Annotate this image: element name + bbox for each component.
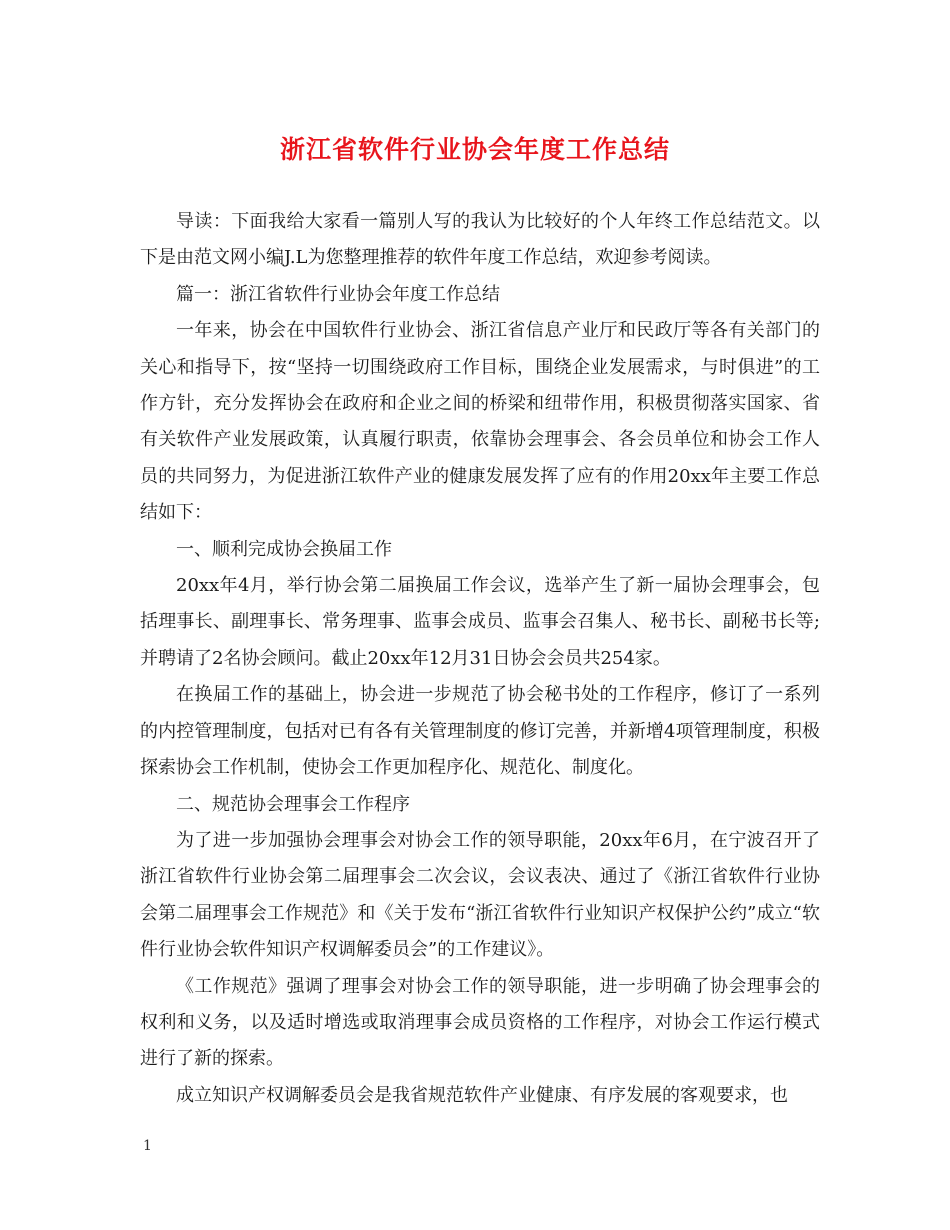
- paragraph-mediation: 成立知识产权调解委员会是我省规范软件产业健康、有序发展的客观要求，也: [176, 1084, 788, 1106]
- paragraph-work-norms: 《工作规范》强调了理事会对协会工作的领导职能，进一步明确了协会理事会的权利和义务，以及适时增选或取消理事会成员资格的工作程序，对协会工作运行模式进行了新的探索。: [140, 975, 820, 1070]
- paragraph-overview: 一年来，协会在中国软件行业协会、浙江省信息产业厅和民政厅等各有关部门的关心和指导下，按“坚持一切围绕政府工作目标，围绕企业发展需求，与时俱进”的工作方针，充分发挥协会在政府和企业之间的桥梁和纽带作用，积极贯彻落实国家、省有关软件产业发展政策，认真履行职责，依靠协会理事会、各会员单位和协会工作人员的共同努力，为促进浙江软件产业的健康发展发挥了应有的作用20xx年主要工作总结如下：: [140, 320, 820, 524]
- paragraph-chapter-heading: 篇一：浙江省软件行业协会年度工作总结: [176, 283, 500, 305]
- paragraph-regulation: 在换届工作的基础上，协会进一步规范了协会秘书处的工作程序，修订了一系列的内控管理制度，包括对已有各有关管理制度的修订完善，并新增4项管理制度，积极探索协会工作机制，使协会工作更加程序化、规范化、制度化。: [140, 684, 820, 779]
- document-title: 浙江省软件行业协会年度工作总结: [279, 135, 670, 164]
- paragraph-council-meeting: 为了进一步加强协会理事会对协会工作的领导职能，20xx年6月，在宁波召开了浙江省软件行业协会第二届理事会二次会议，会议表决、通过了《浙江省软件行业协会第二届理事会工作规范》和《关于发布“浙江省软件行业知识产权保护公约”成立“软件行业协会软件知识产权调解委员会”的工作建议》。: [140, 829, 820, 961]
- section-heading-1: 一、顺利完成协会换届工作: [176, 538, 392, 560]
- page-number: 1: [143, 1138, 152, 1154]
- paragraph-election: 20xx年4月，举行协会第二届换届工作会议，选举产生了新一届协会理事会，包括理事长、副理事长、常务理事、监事会成员、监事会召集人、秘书长、副秘书长等;并聘请了2名协会顾问。截止20xx年12月31日协会会员共254家。: [140, 575, 820, 669]
- document-body: [140, 204, 820, 1114]
- section-heading-2: 二、规范协会理事会工作程序: [176, 793, 410, 815]
- paragraph-intro: 导读：下面我给大家看一篇别人写的我认为比较好的个人年终工作总结范文。以下是由范文网小编J.L为您整理推荐的软件年度工作总结，欢迎参考阅读。: [140, 211, 820, 269]
